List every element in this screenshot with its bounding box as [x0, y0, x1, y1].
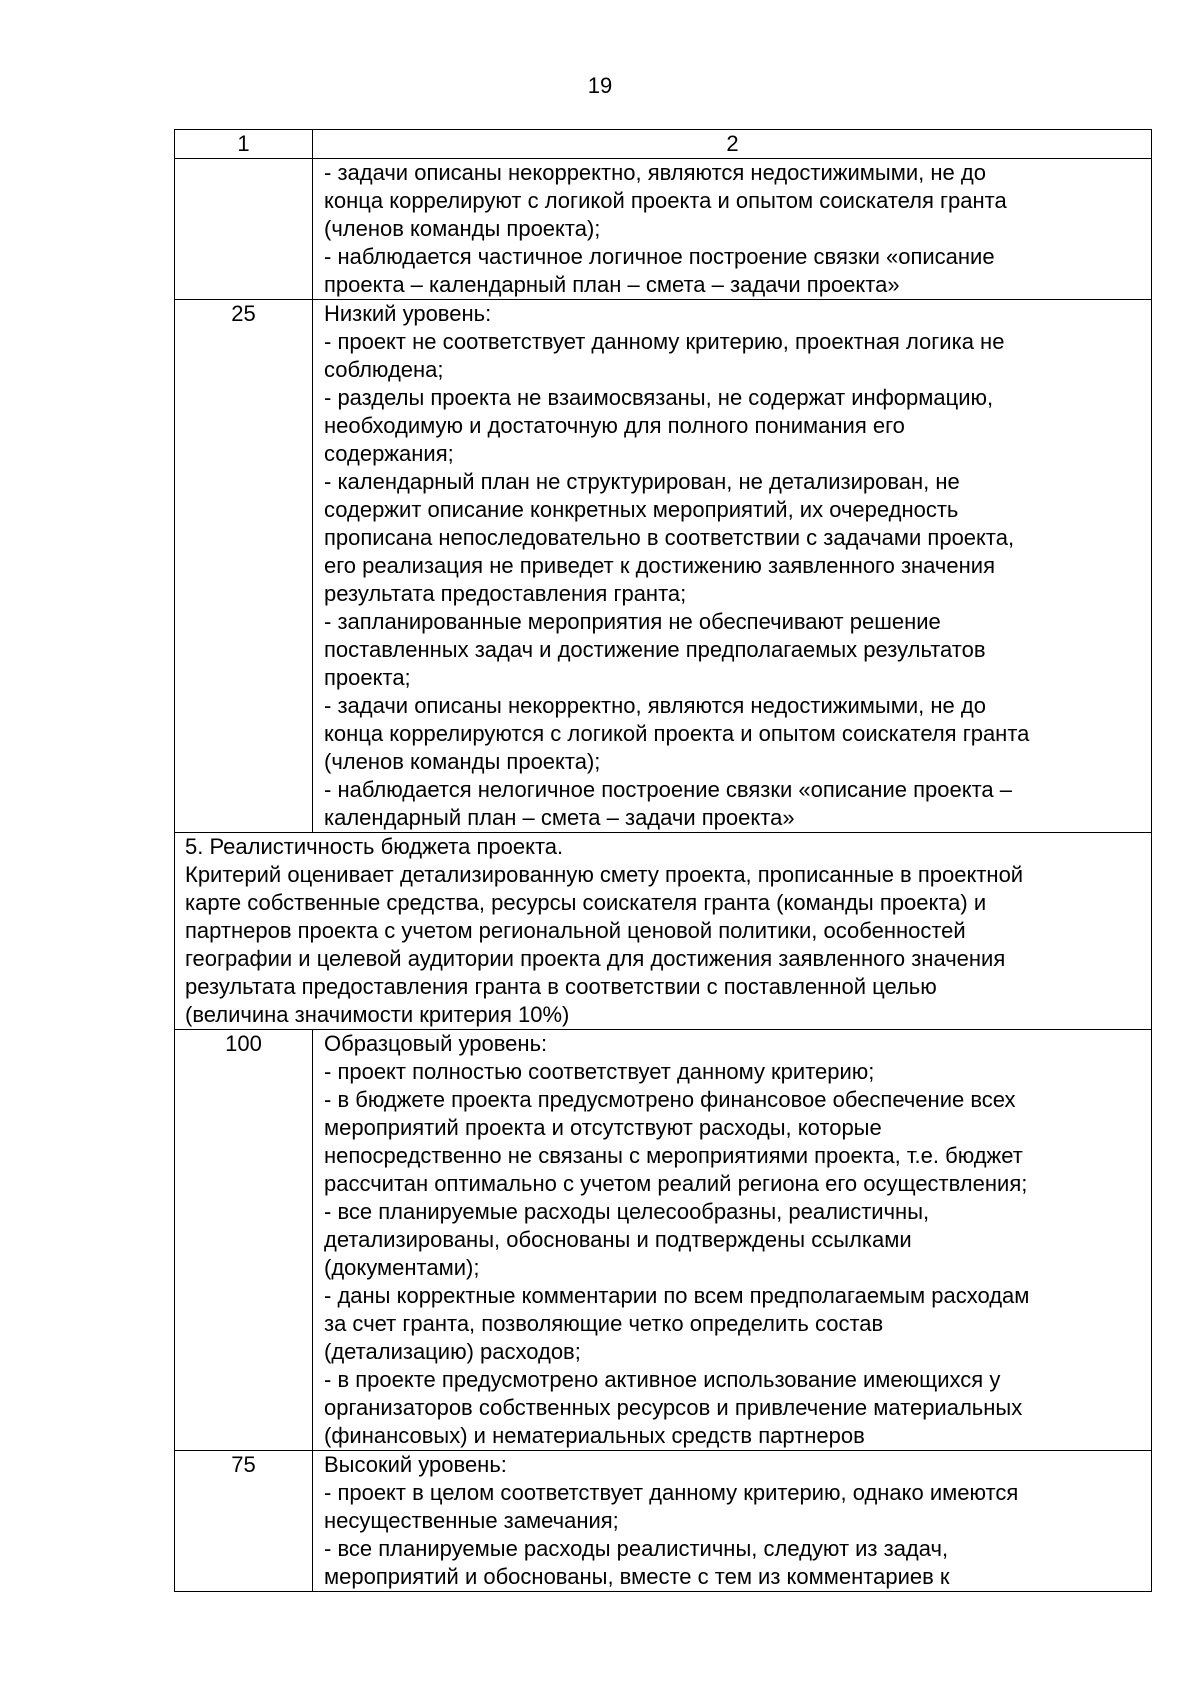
description-line: (документами);	[324, 1255, 480, 1280]
header-column-1: 1	[175, 130, 313, 159]
description-line: содержания;	[324, 441, 454, 466]
description-line: Образцовый уровень:	[324, 1031, 548, 1056]
description-line: детализированы, обоснованы и подтверждены ссылками	[324, 1227, 912, 1252]
header-column-2: 2	[313, 130, 1152, 159]
score-cell: 25	[175, 300, 313, 833]
score-cell	[175, 159, 313, 300]
description-line: - задачи описаны некорректно, являются недостижимыми, не до	[324, 160, 986, 185]
description-line: - даны корректные комментарии по всем предполагаемым расходам	[324, 1283, 1030, 1308]
description-line: содержит описание конкретных мероприятий, их очередность	[324, 497, 959, 522]
description-line: рассчитан оптимально с учетом реалий региона его осуществления;	[324, 1171, 1028, 1196]
section-description-line: результата предоставления гранта в соответствии с поставленной целью	[185, 974, 937, 999]
description-line: результата предоставления гранта;	[324, 581, 687, 606]
description-line: несущественные замечания;	[324, 1508, 619, 1533]
description-line: прописана непоследовательно в соответствии с задачами проекта,	[324, 525, 1015, 550]
description-line: конца коррелируются с логикой проекта и опытом соискателя гранта	[324, 721, 1030, 746]
criterion-description-cell	[313, 300, 1152, 833]
description-line: - в проекте предусмотрено активное использование имеющихся у	[324, 1367, 1001, 1392]
description-line: - проект полностью соответствует данному критерию;	[324, 1059, 875, 1084]
section-description-line: (величина значимости критерия 10%)	[185, 1002, 570, 1027]
description-line: за счет гранта, позволяющие четко определить состав	[324, 1311, 884, 1336]
description-line: - разделы проекта не взаимосвязаны, не содержат информацию,	[324, 385, 994, 410]
description-line: проекта – календарный план – смета – задачи проекта»	[324, 272, 900, 297]
description-line: - в бюджете проекта предусмотрено финансовое обеспечение всех	[324, 1087, 1016, 1112]
criterion-description-cell	[313, 1030, 1152, 1451]
table-row	[175, 300, 1152, 833]
criterion-description-cell	[313, 1451, 1152, 1592]
description-line: (членов команды проекта);	[324, 749, 601, 774]
description-line: - проект не соответствует данному критерию, проектная логика не	[324, 329, 1005, 354]
description-line: - все планируемые расходы реалистичны, следуют из задач,	[324, 1536, 949, 1561]
section-description-line: партнеров проекта с учетом региональной ценовой политики, особенностей	[185, 918, 966, 943]
description-line: проекта;	[324, 665, 411, 690]
section-description-line: географии и целевой аудитории проекта для достижения заявленного значения	[185, 946, 1006, 971]
description-line: - все планируемые расходы целесообразны, реалистичны,	[324, 1199, 930, 1224]
description-line: - запланированные мероприятия не обеспечивают решение	[324, 609, 941, 634]
description-line: - проект в целом соответствует данному критерию, однако имеются	[324, 1480, 1019, 1505]
description-line: поставленных задач и достижение предполагаемых результатов	[324, 637, 986, 662]
criteria-table	[174, 129, 1152, 1592]
description-line: календарный план – смета – задачи проекта»	[324, 805, 795, 830]
criterion-description-cell	[313, 159, 1152, 300]
description-line: непосредственно не связаны с мероприятиями проекта, т.е. бюджет	[324, 1143, 1023, 1168]
section-title: 5. Реалистичность бюджета проекта.	[185, 834, 564, 859]
description-line: мероприятий и обоснованы, вместе с тем из комментариев к	[324, 1564, 950, 1589]
page-number: 19	[587, 73, 613, 98]
table-row	[175, 1451, 1152, 1592]
criterion-section-cell	[175, 833, 1152, 1030]
description-line: Низкий уровень:	[324, 301, 492, 326]
description-line: мероприятий проекта и отсутствуют расходы, которые	[324, 1115, 882, 1140]
description-line: конца коррелируют с логикой проекта и опытом соискателя гранта	[324, 188, 1007, 213]
description-line: - задачи описаны некорректно, являются недостижимыми, не до	[324, 693, 986, 718]
description-line: Высокий уровень:	[324, 1452, 507, 1477]
section-row	[175, 833, 1152, 1030]
description-line: - наблюдается частичное логичное построение связки «описание	[324, 244, 995, 269]
table-row	[175, 1030, 1152, 1451]
table-header-row	[175, 130, 1152, 159]
score-cell: 75	[175, 1451, 313, 1592]
table-row	[175, 159, 1152, 300]
description-line: (членов команды проекта);	[324, 216, 601, 241]
description-line: - календарный план не структурирован, не детализирован, не	[324, 469, 960, 494]
description-line: - наблюдается нелогичное построение связки «описание проекта –	[324, 777, 1012, 802]
description-line: (финансовых) и нематериальных средств партнеров	[324, 1423, 865, 1448]
description-line: (детализацию) расходов;	[324, 1339, 581, 1364]
description-line: соблюдена;	[324, 357, 444, 382]
description-line: необходимую и достаточную для полного понимания его	[324, 413, 905, 438]
description-line: его реализация не приведет к достижению заявленного значения	[324, 553, 995, 578]
section-description-line: карте собственные средства, ресурсы соискателя гранта (команды проекта) и	[185, 890, 987, 915]
section-description-line: Критерий оценивает детализированную смету проекта, прописанные в проектной	[185, 862, 1024, 887]
description-line: организаторов собственных ресурсов и привлечение материальных	[324, 1395, 1023, 1420]
score-cell: 100	[175, 1030, 313, 1451]
